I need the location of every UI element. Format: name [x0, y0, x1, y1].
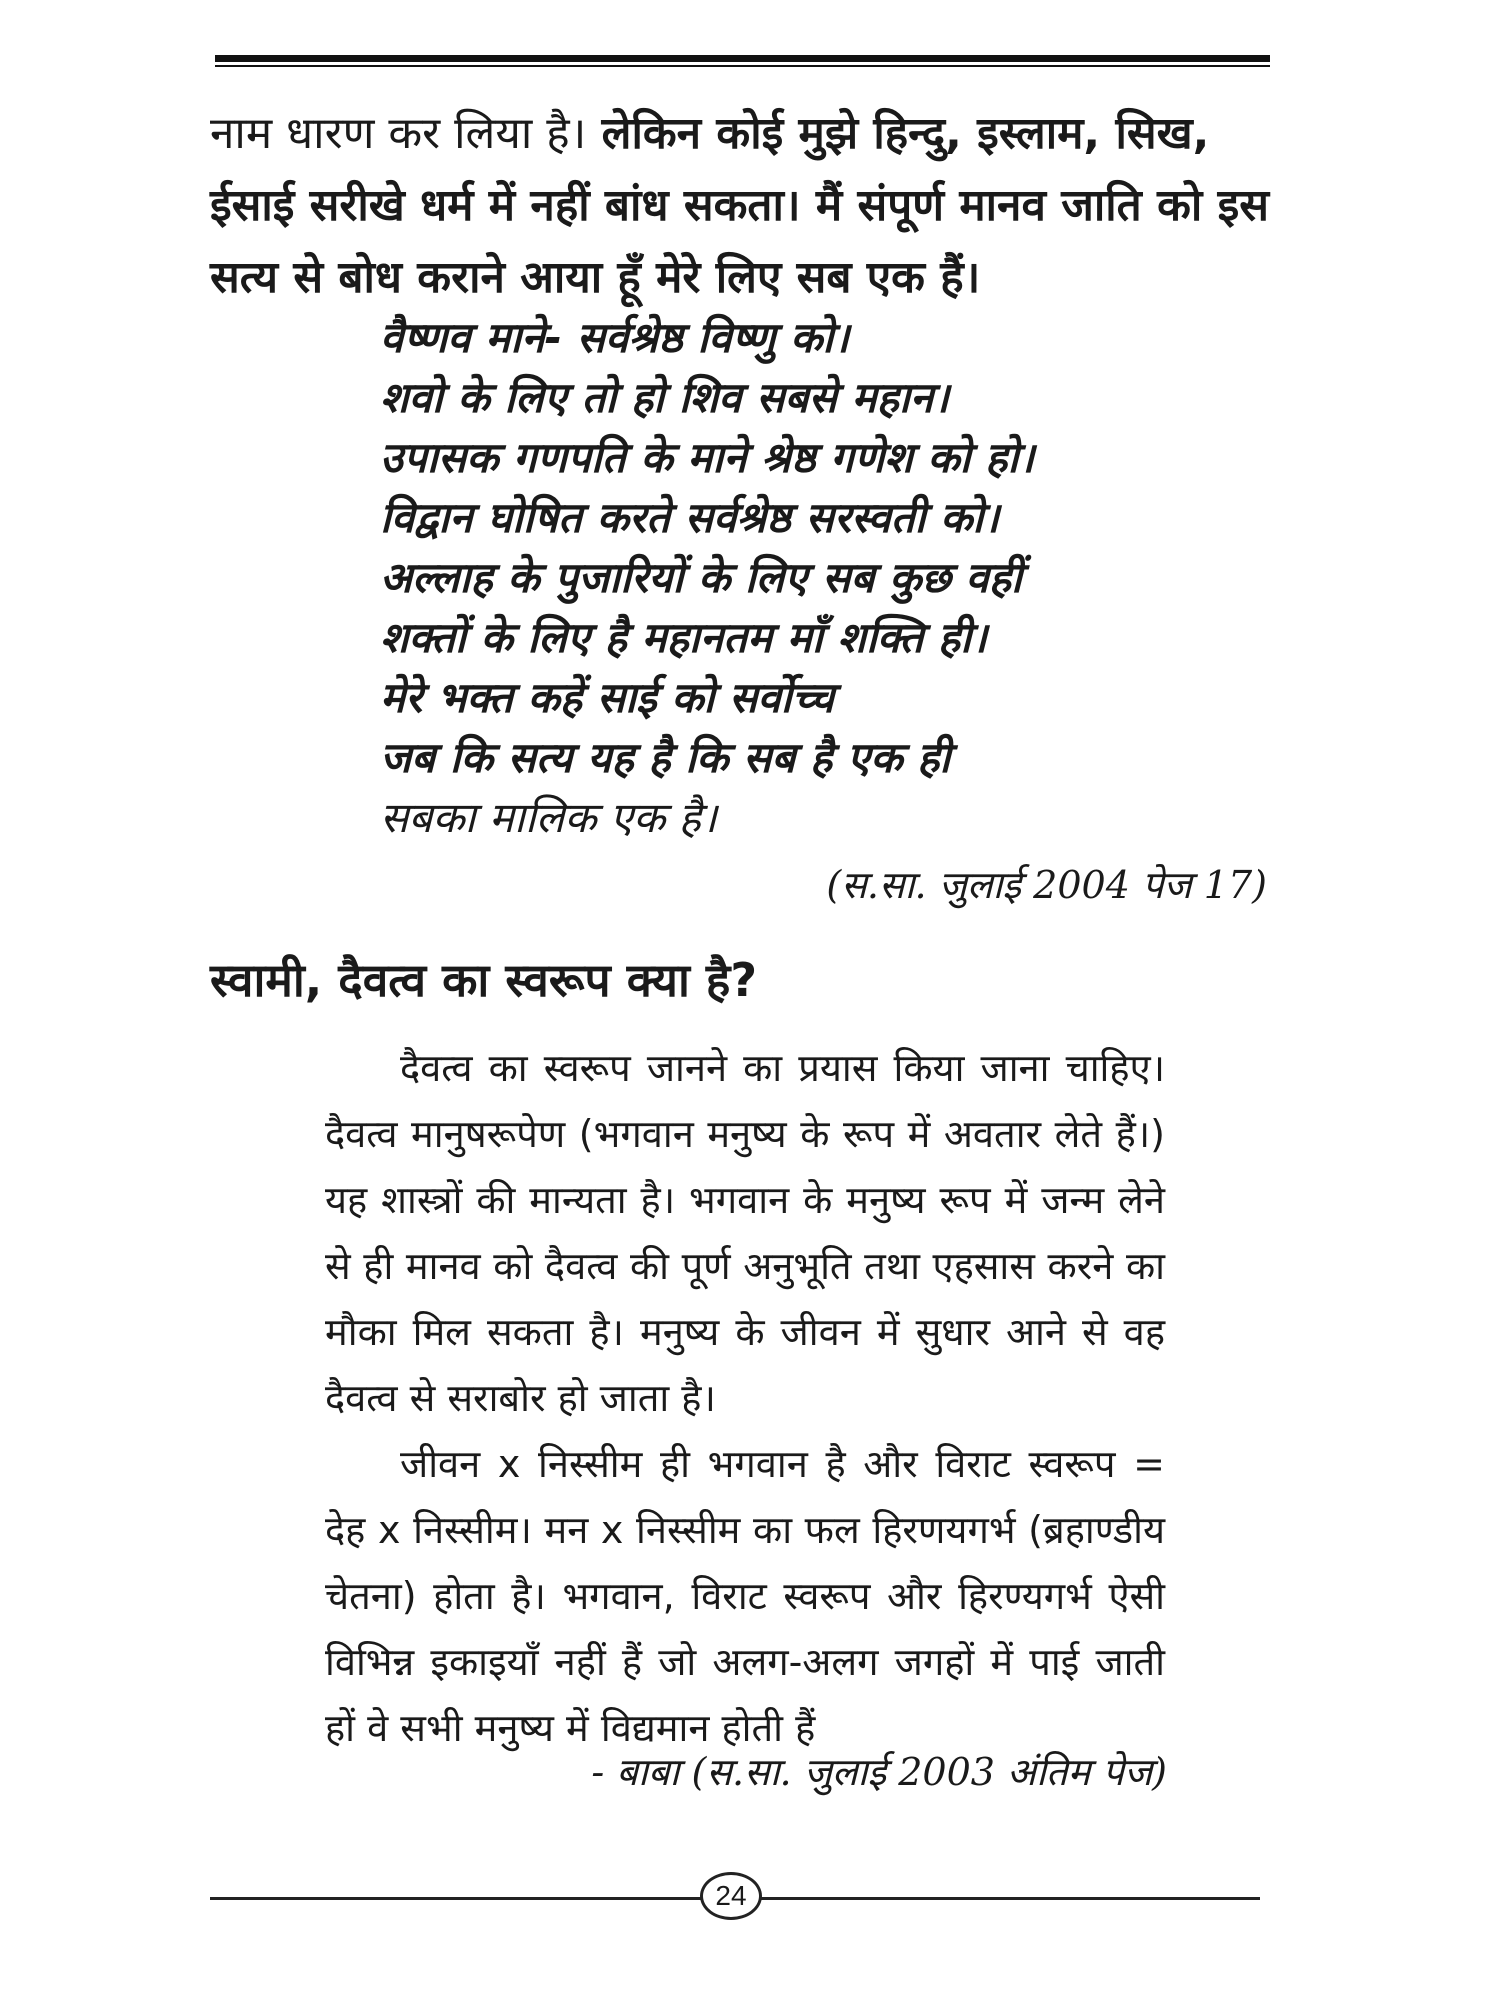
top-rule — [215, 55, 1270, 62]
poem-line: वैष्णव माने- सर्वश्रेष्ठ विष्णु को। — [380, 313, 850, 362]
poem — [380, 308, 1200, 848]
section-body — [325, 1035, 1165, 1761]
attribution: - बाबा (स.सा. जुलाई 2003 अंतिम पेज) — [591, 1750, 1167, 1794]
poem-line: शक्तों के लिए है महानतम माँ शक्ति ही। — [380, 613, 988, 662]
intro-bold-text: लेकिन कोई मुझे हिन्दु, इस्लाम, सिख, ईसाई सरीखे धर्म में नहीं बांध सकता। मैं संपूर्ण मानव जाति को इस सत्य से बोध कराने आया हूँ मेरे लिए सब एक हैं। — [210, 108, 1269, 303]
section-heading: स्वामी, दैवत्व का स्वरूप क्या है? — [210, 953, 758, 1007]
footer-rule-left — [210, 1897, 705, 1900]
poem-line: शवो के लिए तो हो शिव सबसे महान। — [380, 373, 950, 422]
body-paragraph: दैवत्व का स्वरूप जानने का प्रयास किया जाना चाहिए। दैवत्व मानुषरूपेण (भगवान मनुष्य के रूप में अवतार लेते हैं।) यह शास्त्रों की मान्यता है। भगवान के मनुष्य रूप में जन्म लेने से ही मानव को दैवत्व की पूर्ण अनुभूति तथा एहसास करने का मौका मिल सकता है। मनुष्य के जीवन में सुधार आने से वह दैवत्व से सराबोर हो जाता है। — [325, 1046, 1165, 1420]
intro-paragraph — [210, 98, 1270, 314]
body-paragraph: जीवन x निस्सीम ही भगवान है और विराट स्वरूप = देह x निस्सीम। मन x निस्सीम का फल हिरणयगर्भ (ब्रहाण्डीय चेतना) होता है। भगवान, विराट स्वरूप और हिरण्यगर्भ ऐसी विभिन्न इकाइयाँ नहीं हैं जो अलग-अलग जगहों में पाई जाती हों वे सभी मनुष्य में विद्यमान होती हैं — [325, 1442, 1165, 1750]
footer-rule-right — [760, 1897, 1260, 1900]
intro-lead: नाम धारण कर लिया है। — [210, 108, 587, 159]
poem-line: उपासक गणपति के माने श्रेष्ठ गणेश को हो। — [380, 433, 1035, 482]
poem-line: मेरे भक्त कहें साई को सर्वोच्च — [380, 673, 835, 722]
poem-line: सबका मालिक एक है। — [380, 793, 717, 842]
poem-line: जब कि सत्य यह है कि सब है एक ही — [380, 733, 951, 782]
page-number: 24 — [700, 1872, 762, 1920]
poem-line: विद्वान घोषित करते सर्वश्रेष्ठ सरस्वती को। — [380, 493, 1000, 542]
poem-citation: (स.सा. जुलाई 2004 पेज 17) — [826, 863, 1267, 907]
poem-line: अल्लाह के पुजारियों के लिए सब कुछ वहीं — [380, 553, 1022, 602]
